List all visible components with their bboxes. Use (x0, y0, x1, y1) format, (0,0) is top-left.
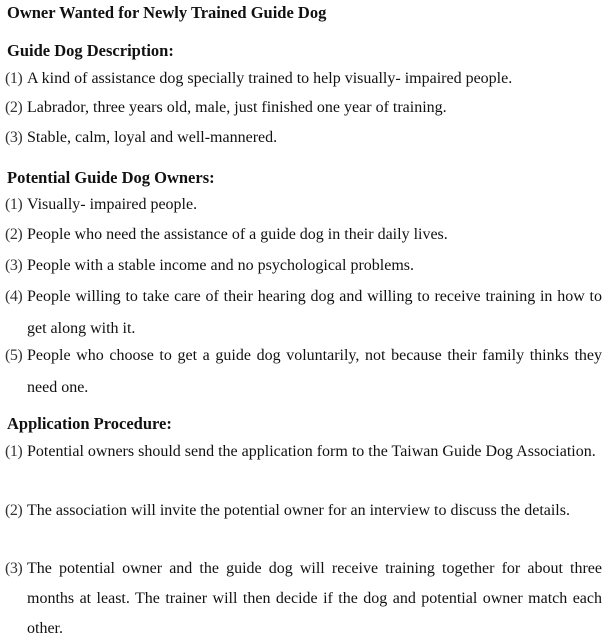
list-item-text: People with a stable income and no psychological problems. (27, 257, 415, 274)
list-item-number: (1) (5, 443, 23, 460)
list-item (5, 190, 602, 220)
list-item (5, 340, 602, 402)
list-item-number: (2) (5, 502, 23, 519)
list-item (5, 220, 602, 250)
list-item (5, 251, 602, 281)
section-heading-application-procedure: Application Procedure: (7, 414, 172, 433)
list-item-number: (3) (5, 129, 23, 146)
list-item-text: A kind of assistance dog specially trained to help visually- impaired people. (27, 70, 513, 87)
list-item-text: People who choose to get a guide dog voluntarily, not because their family thinks they need one. (27, 347, 602, 396)
list-item-number: (2) (5, 226, 23, 243)
list-item-number: (3) (5, 560, 23, 577)
section-heading-guide-dog-description: Guide Dog Description: (7, 41, 174, 60)
list-item (5, 64, 602, 94)
list-item-number: (1) (5, 70, 23, 87)
list-item-text: Potential owners should send the application form to the Taiwan Guide Dog Association. (27, 443, 596, 460)
list-item-text: The potential owner and the guide dog will receive training together for about three months at least. The trainer will then decide if the dog and potential owner match each other. (27, 560, 602, 637)
list-item-text: People willing to take care of their hearing dog and willing to receive training in how to get along with it. (27, 288, 602, 337)
list-item-text: Visually- impaired people. (27, 196, 198, 213)
list-item (5, 554, 602, 642)
document-title: Owner Wanted for Newly Trained Guide Dog (7, 3, 327, 22)
list-item-text: Labrador, three years old, male, just finished one year of training. (27, 99, 447, 116)
list-item (5, 281, 602, 343)
list-item-number: (1) (5, 196, 23, 213)
list-item (5, 123, 602, 153)
list-item-text: Stable, calm, loyal and well-mannered. (27, 129, 278, 146)
list-item-number: (4) (5, 288, 23, 305)
list-item-number: (5) (5, 347, 23, 364)
list-item-text: The association will invite the potential owner for an interview to discuss the details. (27, 502, 570, 519)
list-item-text: People who need the assistance of a guide dog in their daily lives. (27, 226, 448, 243)
list-item (5, 436, 602, 498)
list-item-number: (2) (5, 99, 23, 116)
list-item (5, 93, 602, 123)
list-item (5, 495, 602, 557)
section-heading-potential-owners: Potential Guide Dog Owners: (7, 168, 215, 187)
list-item-number: (3) (5, 257, 23, 274)
